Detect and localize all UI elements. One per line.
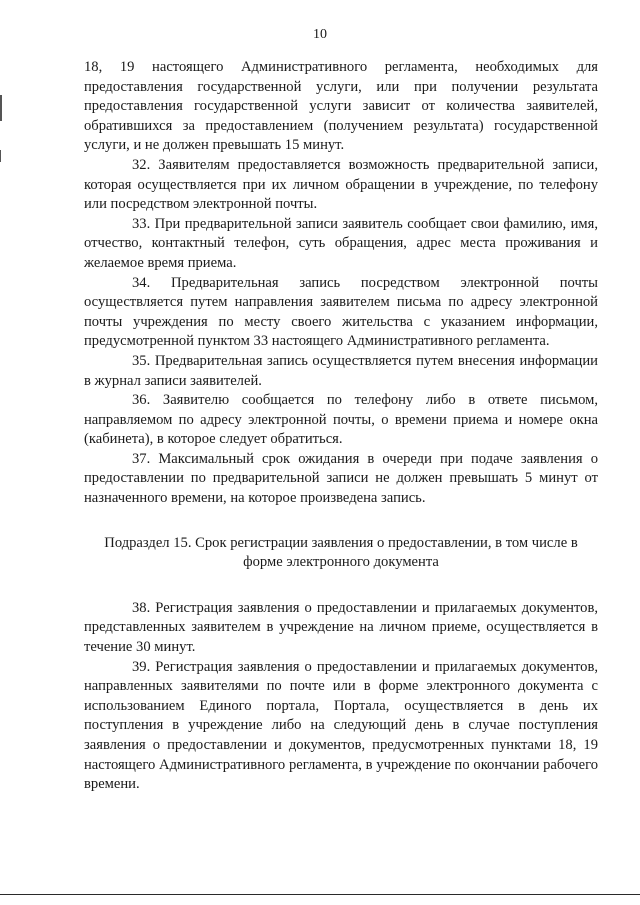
paragraph-32: 32. Заявителям предоставляется возможность предварительной записи, которая осуществляется при их личном обращении в учреждение, по телефону или посредством электронной почты. bbox=[84, 156, 598, 213]
paragraph-33: 33. При предварительной записи заявитель сообщает свои фамилию, имя, отчество, контактный телефон, суть обращения, адрес места проживания и желаемое время приема. bbox=[84, 215, 598, 271]
paragraph-37: 37. Максимальный срок ожидания в очереди при подаче заявления о предоставлении по предварительной записи не должен превышать 5 минут от назначенного времени, на которое произведена запись. bbox=[84, 450, 598, 507]
paragraph-34: 34. Предварительная запись посредством электронной почты осуществляется путем направления заявителем письма по адресу электронной почты учреждения по месту своего жительства с указанием информации, предусмотренной пунктом 33 настоящего Административного регламента. bbox=[84, 274, 598, 350]
paragraph-36: 36. Заявителю сообщается по телефону либо в ответе письмом, направляемом по адресу электронной почты, о времени приема и номере окна (кабинета), в которое следует обратиться. bbox=[84, 392, 598, 448]
scan-artifact-mark bbox=[0, 95, 2, 121]
paragraph-35: 35. Предварительная запись осуществляется путем внесения информации в журнал записи заявителей. bbox=[84, 352, 598, 389]
scan-edge-line bbox=[0, 894, 640, 895]
subsection-heading: Подраздел 15. Срок регистрации заявления о предоставлении, в том числе в форме электронного документа bbox=[104, 534, 578, 571]
paragraph-38: 38. Регистрация заявления о предоставлении и прилагаемых документов, представленных заявителем в учреждение на личном приеме, осуществляется в течение 30 минут. bbox=[84, 599, 598, 656]
page-number: 10 bbox=[313, 27, 327, 42]
paragraph-39: 39. Регистрация заявления о предоставлении и прилагаемых документов, направленных заявителями по почте или в форме электронного документа с использованием Единого портала, Портала, осуществляется в день их поступления в учреждение либо на следующий день в случае поступления заявления о предоставлении и документов, предусмотренных пунктами 18, 19 настоящего Административного регламента, в учреждение по окончании рабочего времени. bbox=[84, 658, 598, 793]
scan-artifact-mark bbox=[0, 150, 1, 162]
document-body bbox=[84, 58, 598, 795]
paragraph-continuation: 18, 19 настоящего Административного регламента, необходимых для предоставления государственной услуги, или при получении результата предоставления государственной услуги зависит от количества заявителей, обратившихся за предоставлением (получением результата) государственной услуги, и не должен превышать 15 минут. bbox=[84, 59, 598, 154]
